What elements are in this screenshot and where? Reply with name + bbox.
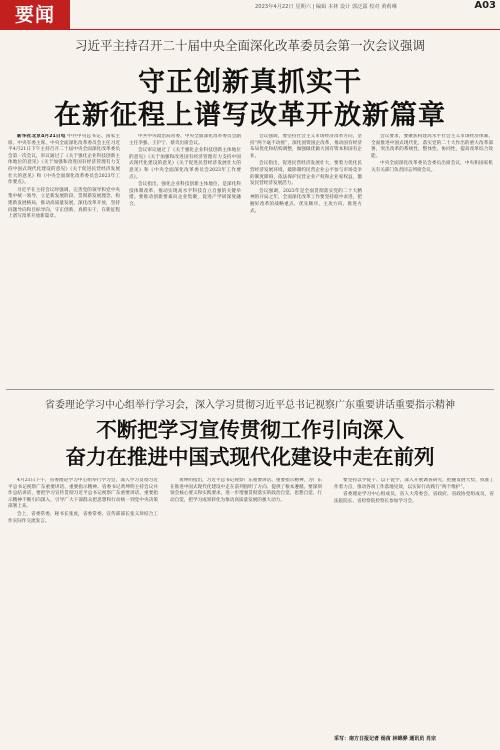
story2-column-3 (334, 478, 494, 730)
story2-credit: 采写：南方日报记者 杨苗 林锦骅 通讯员 肖宗 (334, 736, 436, 742)
paragraph: 会议指出，强化企业科技创新主体地位，是深化科技体制改革、推动实现高水平科技自立自强的关键举措。要推动创新要素向企业集聚，促进产学研深度融合。 (129, 182, 241, 207)
section-masthead: 要闻 (0, 0, 70, 30)
paragraph: 黄坤明指出，习近平总书记视察广东重要讲话、重要指示精神，为广东在推进中国式现代化建设中走在前列指明了方向、提供了根本遵循。要深刻领会核心要义和实践要求，进一步增强贯彻落实的政治自觉、思想自觉、行动自觉，把学习成果转化为推动高质量发展的强大动力。 (170, 478, 322, 503)
paragraph: 4月21日下午，省委理论学习中心组举行学习会，深入学习贯彻习近平总书记视察广东重要讲话、重要指示精神。省委书记黄坤明主持会议并作总结讲话，要把学习宣传贯彻习近平总书记视察广东重要讲话、重要指示精神不断引向深入，引导广大干部群众把思想和行动统一到党中央决策部署上来。 (8, 478, 158, 510)
paragraph: 中央全面深化改革委员会委员出席会议，中央和国家机关有关部门负责同志列席会议。 (371, 161, 493, 173)
paragraph: 会议要求，要聚焦构建高水平社会主义市场经济体制、全面推进中国式现代化，落实党的二十大作出的重大改革部署，突出改革的系统性、整体性、协同性，提高改革综合效能。 (371, 134, 493, 159)
story1-column-3 (250, 134, 362, 384)
paragraph: 会议强调，2023年是全面贯彻落实党的二十大精神的开局之年，全面深化改革工作要坚持稳中求进，把握好改革的战略重点、优先顺序、主攻方向、推进方式。 (250, 188, 362, 214)
story1-byline: 新华社北京4月21日电 (17, 134, 66, 139)
header-rule (70, 29, 500, 30)
paragraph: 会议指出，促进民营经济发展壮大，要着力优化民营经济发展环境，破除制约民营企业公平参与市场竞争的制度障碍，依法保护民营企业产权和企业家权益，激发民营经济发展活力。 (250, 161, 362, 187)
issue-meta: 2023年4月22日 星期六 | 编辑 本林 设计 郭泛露 校对 黄莉琳 (255, 4, 397, 10)
story1-kicker: 习近平主持召开二十届中央全面深化改革委员会第一次会议强调 (74, 38, 425, 53)
story1-headline-line1: 守正创新真抓实干 (138, 67, 362, 98)
paragraph: 要坚持以学促干、以干促学，深入开展调查研究，把握发展大势，找准工作着力点，推动各项工作落地见效，以实际行动践行“两个维护”。 (334, 478, 494, 490)
story2-headline-line1: 不断把学习宣传贯彻工作引向深入 (96, 418, 404, 442)
story2-kicker: 省委理论学习中心组举行学习会，深入学习贯彻习近平总书记视察广东重要讲话重要指示精神 (45, 400, 455, 411)
paragraph: 会议审议通过了《关于强化企业科技创新主体地位的意见》《关于加强和改进国有经济管理有力支持中国式现代化建设的意见》《关于促进民营经济发展壮大的意见》和《中央全面深化改革委员会2023年工作要点》。 (129, 148, 241, 180)
story1-headline-line2: 在新征程上谱写改革开放新篇章 (54, 100, 446, 131)
story-divider (6, 389, 494, 390)
paragraph: 中共中央总书记、国家主席、中央军委主席、中央全面深化改革委员会主任习近平4月21日下午主持召开二十届中央全面深化改革委员会第一次会议，审议通过了《关于强化企业科技创新主体地位的意见》《关于加强和改进国有经济管理有力支持中国式现代化建设的意见》《关于促进民营经济发展壮大的意见》和《中央全面深化改革委员会2023年工作要点》。 (8, 134, 120, 186)
story1-column-1 (8, 134, 120, 384)
paragraph: 省委理论学习中心组成员，省人大常委会、省政府、省政协党组成员，省法院院长、省检察院检察长参加学习会。 (334, 492, 494, 504)
story2-column-1 (8, 478, 158, 733)
story1-column-2 (129, 134, 241, 384)
story1-column-4 (371, 134, 493, 384)
story2-headline-line2: 奋力在推进中国式现代化建设中走在前列 (65, 445, 435, 469)
page-header (0, 0, 500, 30)
story2-column-2 (170, 478, 322, 733)
paragraph: 会上，省委常委、秘书长张虎，省委常委、宣传部部长张义珍结合工作实际作交流发言。 (8, 511, 158, 524)
paragraph: 中共中央政治局常委、中央全面深化改革委员会副主任李强、王沪宁、蔡奇出席会议。 (129, 134, 241, 146)
paragraph: 习近平在主持会议时强调，完善党的领导和党中央集中统一领导，立足新发展阶段、贯彻新发展理念、构建新发展格局，推动高质量发展，深化改革开放，坚持问题导向和目标导向，守正创新、真抓实干，在新征程上谱写改革开放新篇章。 (8, 187, 120, 220)
page-number: A03 (474, 0, 496, 11)
paragraph: 会议强调，要坚持社会主义市场经济改革方向，坚持“两个毫不动摇”，深化国资国企改革，推动国有经济布局优化和结构调整，做强做优做大国有资本和国有企业。 (250, 134, 362, 159)
